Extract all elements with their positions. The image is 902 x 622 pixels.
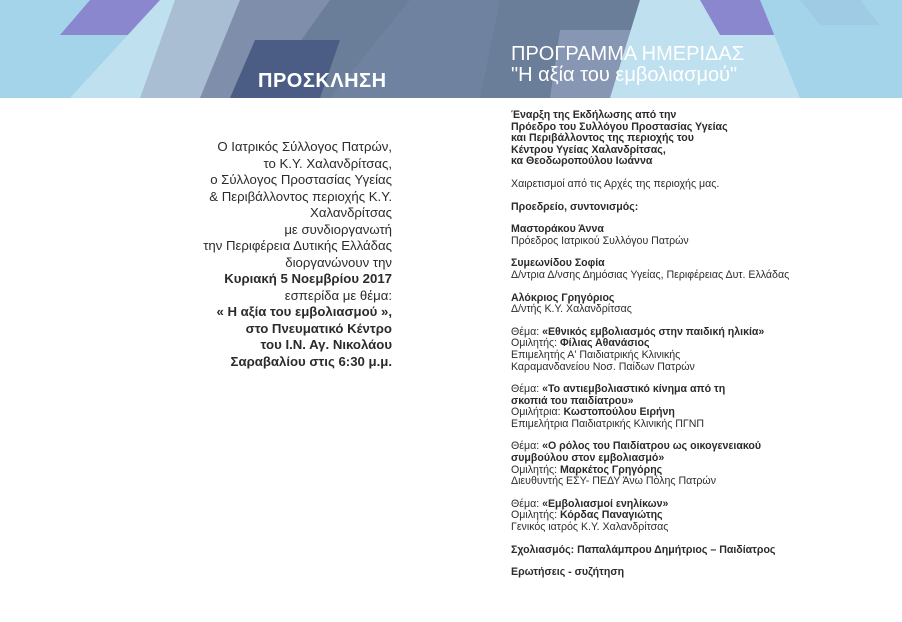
topic-title: «Ο ρόλος του Παιδίατρου ως οικογενειακού: [542, 440, 762, 453]
topic-label: Θέμα:: [511, 383, 543, 396]
topic-label: Θέμα:: [511, 497, 543, 510]
program-opening: [511, 110, 891, 168]
event-theme: « Η αξία του εμβολιασμού »,: [216, 304, 392, 319]
commentary-text: Σχολιασμός: Παπαλάμπρου Δημήτριος – Παιδίατρος: [511, 543, 776, 556]
opening-line: Κέντρου Υγείας Χαλανδρίτσας,: [511, 143, 666, 156]
chair-role: Δ/ντρια Δ/νσης Δημόσιας Υγείας, Περιφέρειας Δυτ. Ελλάδας: [511, 268, 790, 281]
speaker-name: Κωστοπούλου Ειρήνη: [563, 406, 675, 419]
invitation-line: διοργανώνουν την: [285, 254, 392, 270]
commentary: [511, 545, 891, 557]
talk-topic-line: [511, 384, 891, 396]
event-place: στο Πνευματικό Κέντρο: [245, 320, 392, 336]
questions: [511, 567, 891, 579]
program-subtitle-line: "Η αξία του εμβολιασμού": [511, 64, 738, 86]
greetings-text: Χαιρετισμοί από τις Αρχές της περιοχής μας.: [511, 177, 720, 190]
header-banner: [0, 0, 902, 98]
invitation-line: το Κ.Υ. Χαλανδρίτσας,: [263, 155, 392, 171]
event-time: Σαραβαλίου στις 6:30 μ.μ.: [230, 353, 392, 369]
program-title-line: ΠΡΟΓΡΑΜΜΑ ΗΜΕΡΙΔΑΣ: [511, 43, 745, 65]
topic-title-cont: σκοπιά του παιδίατρου»: [511, 394, 634, 407]
chair-name: Μαστοράκου Άννα: [511, 223, 604, 236]
opening-line: Έναρξη της Εκδήλωσης από την: [511, 109, 677, 121]
opening-line: και Περιβάλλοντος της περιοχής του: [511, 132, 694, 145]
opening-line: κα Θεοδωροπούλου Ιωάννα: [511, 155, 653, 168]
speaker-affiliation: Επιμελητής Α' Παιδιατρικής Κλινικής: [511, 348, 681, 361]
talk-entry: [511, 327, 891, 373]
topic-title: «Εθνικός εμβολιασμός στην παιδική ηλικία»: [542, 325, 765, 338]
presidium-text: Προεδρείο, συντονισμός:: [511, 200, 639, 213]
invitation-line: ο Σύλλογος Προστασίας Υγείας: [210, 172, 392, 187]
talk-entry: [511, 441, 891, 487]
chair-role: Δ/ντής Κ.Υ. Χαλανδρίτσας: [511, 303, 632, 316]
opening-line: Πρόεδρο του Συλλόγου Προστασίας Υγείας: [511, 120, 728, 133]
talk-entry: [511, 499, 891, 534]
speaker-label: Ομιλητής:: [511, 463, 560, 476]
geometric-banner-graphic: [0, 0, 902, 98]
topic-title-cont: συμβούλου στον εμβολιασμό»: [511, 452, 665, 465]
speaker-name: Φίλιας Αθανάσιος: [559, 337, 650, 350]
speaker-label: Ομιλητής:: [511, 509, 560, 522]
topic-label: Θέμα:: [511, 440, 543, 453]
event-place: του Ι.Ν. Αγ. Νικολάου: [260, 337, 392, 352]
speaker-affiliation: Καραμανδανείου Νοσ. Παίδων Πατρών: [511, 360, 695, 373]
invitation-line: με συνδιοργανωτή: [284, 221, 392, 237]
program-title: [511, 44, 744, 86]
talk-entry: [511, 384, 891, 430]
invitation-text: [130, 139, 392, 370]
chair-role: Πρόεδρος Ιατρικού Συλλόγου Πατρών: [511, 234, 689, 247]
invitation-line: την Περιφέρεια Δυτικής Ελλάδας: [203, 238, 392, 253]
chair-entry: [511, 258, 891, 281]
invitation-line: Ο Ιατρικός Σύλλογος Πατρών,: [217, 139, 392, 154]
chair-entry: [511, 293, 891, 316]
presidium-heading: [511, 202, 891, 214]
topic-label: Θέμα:: [511, 325, 543, 338]
speaker-label: Ομιλητής:: [511, 337, 560, 350]
greetings: [511, 179, 891, 191]
topic-title: «Εμβολιασμοί ενηλίκων»: [542, 497, 669, 510]
chair-name: Αλόκριος Γρηγόριος: [511, 291, 615, 304]
program-schedule: [511, 110, 891, 590]
speaker-name: Μαρκέτος Γρηγόρης: [559, 463, 663, 476]
topic-title: «Το αντιεμβολιαστικό κίνημα από τη: [542, 383, 726, 396]
speaker-affiliation: Επιμελήτρια Παιδιατρικής Κλινικής ΠΓΝΠ: [511, 417, 705, 430]
speaker-affiliation: Διευθυντής ΕΣΥ- ΠΕΔΥ Άνω Πόλης Πατρών: [511, 475, 717, 488]
chair-entry: [511, 224, 891, 247]
invitation-line: εσπερίδα με θέμα:: [284, 287, 392, 303]
event-date: Κυριακή 5 Νοεμβρίου 2017: [224, 271, 392, 286]
invitation-title: ΠΡΟΣΚΛΗΣΗ: [258, 70, 387, 92]
speaker-affiliation: Γενικός ιατρός Κ.Υ. Χαλανδρίτσας: [511, 521, 669, 534]
questions-text: Ερωτήσεις - συζήτηση: [511, 566, 625, 579]
speaker-name: Κόρδας Παναγιώτης: [559, 509, 663, 522]
chair-name: Συμεωνίδου Σοφία: [511, 257, 605, 270]
speaker-label: Ομιλήτρια:: [511, 406, 564, 419]
invitation-line: Χαλανδρίτσας: [310, 205, 392, 220]
invitation-line: & Περιβάλλοντος περιοχής Κ.Υ.: [209, 188, 392, 204]
